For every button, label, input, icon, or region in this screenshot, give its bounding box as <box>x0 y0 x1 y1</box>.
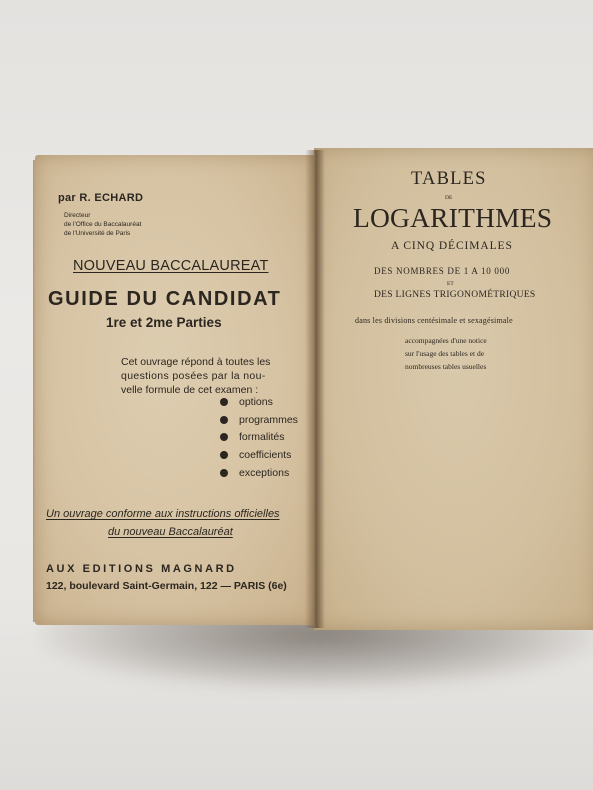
author-title-line-2: de l'Office du Baccalauréat <box>64 221 142 228</box>
intro-line-2: questions posées par la nou- <box>121 370 266 382</box>
list-item: options <box>239 396 273 408</box>
book-gutter <box>305 150 325 628</box>
subtitle-lignes: DES LIGNES TRIGONOMÉTRIQUES <box>374 290 536 300</box>
list-item: coefficients <box>239 449 292 461</box>
book-parts: 1re et 2me Parties <box>106 315 222 330</box>
intro-line-1: Cet ouvrage répond à toutes les <box>121 356 271 368</box>
publisher-address: 122, boulevard Saint-Germain, 122 — PARIS (6e) <box>46 580 287 592</box>
list-item: formalités <box>239 431 285 443</box>
list-item: programmes <box>239 414 298 426</box>
series-heading: NOUVEAU BACCALAUREAT <box>73 258 269 274</box>
notice-line-3: nombreuses tables usuelles <box>405 362 487 371</box>
bullet-icon <box>220 416 228 424</box>
intro-line-3: velle formule de cet examen : <box>121 384 259 396</box>
bullet-icon <box>220 451 228 459</box>
conformity-line-1: Un ouvrage conforme aux instructions officielles <box>46 508 280 520</box>
author-title-line-3: de l'Université de Paris <box>64 230 131 237</box>
list-item: exceptions <box>239 467 290 479</box>
bullet-icon <box>220 433 228 441</box>
publisher: AUX EDITIONS MAGNARD <box>46 563 237 575</box>
title-logarithmes: LOGARITHMES <box>353 202 553 233</box>
notice-line-1: accompagnées d'une notice <box>405 336 487 345</box>
author-title-line-1: Directeur <box>64 212 91 219</box>
bullet-icon <box>220 398 228 406</box>
subtitle-nombres: DES NOMBRES DE 1 A 10 000 <box>374 266 511 276</box>
subtitle-decimales: A CINQ DÉCIMALES <box>391 240 513 252</box>
book-title: GUIDE DU CANDIDAT <box>48 288 282 310</box>
title-de: DE <box>445 195 453 201</box>
title-tables: TABLES <box>411 169 487 189</box>
subtitle-et: ET <box>447 281 454 287</box>
subtitle-divisions: dans les divisions centésimale et sexagésimale <box>355 316 513 325</box>
conformity-line-2: du nouveau Baccalauréat <box>108 526 233 538</box>
author: par R. ECHARD <box>58 192 144 204</box>
bullet-icon <box>220 469 228 477</box>
notice-line-2: sur l'usage des tables et de <box>405 349 485 358</box>
